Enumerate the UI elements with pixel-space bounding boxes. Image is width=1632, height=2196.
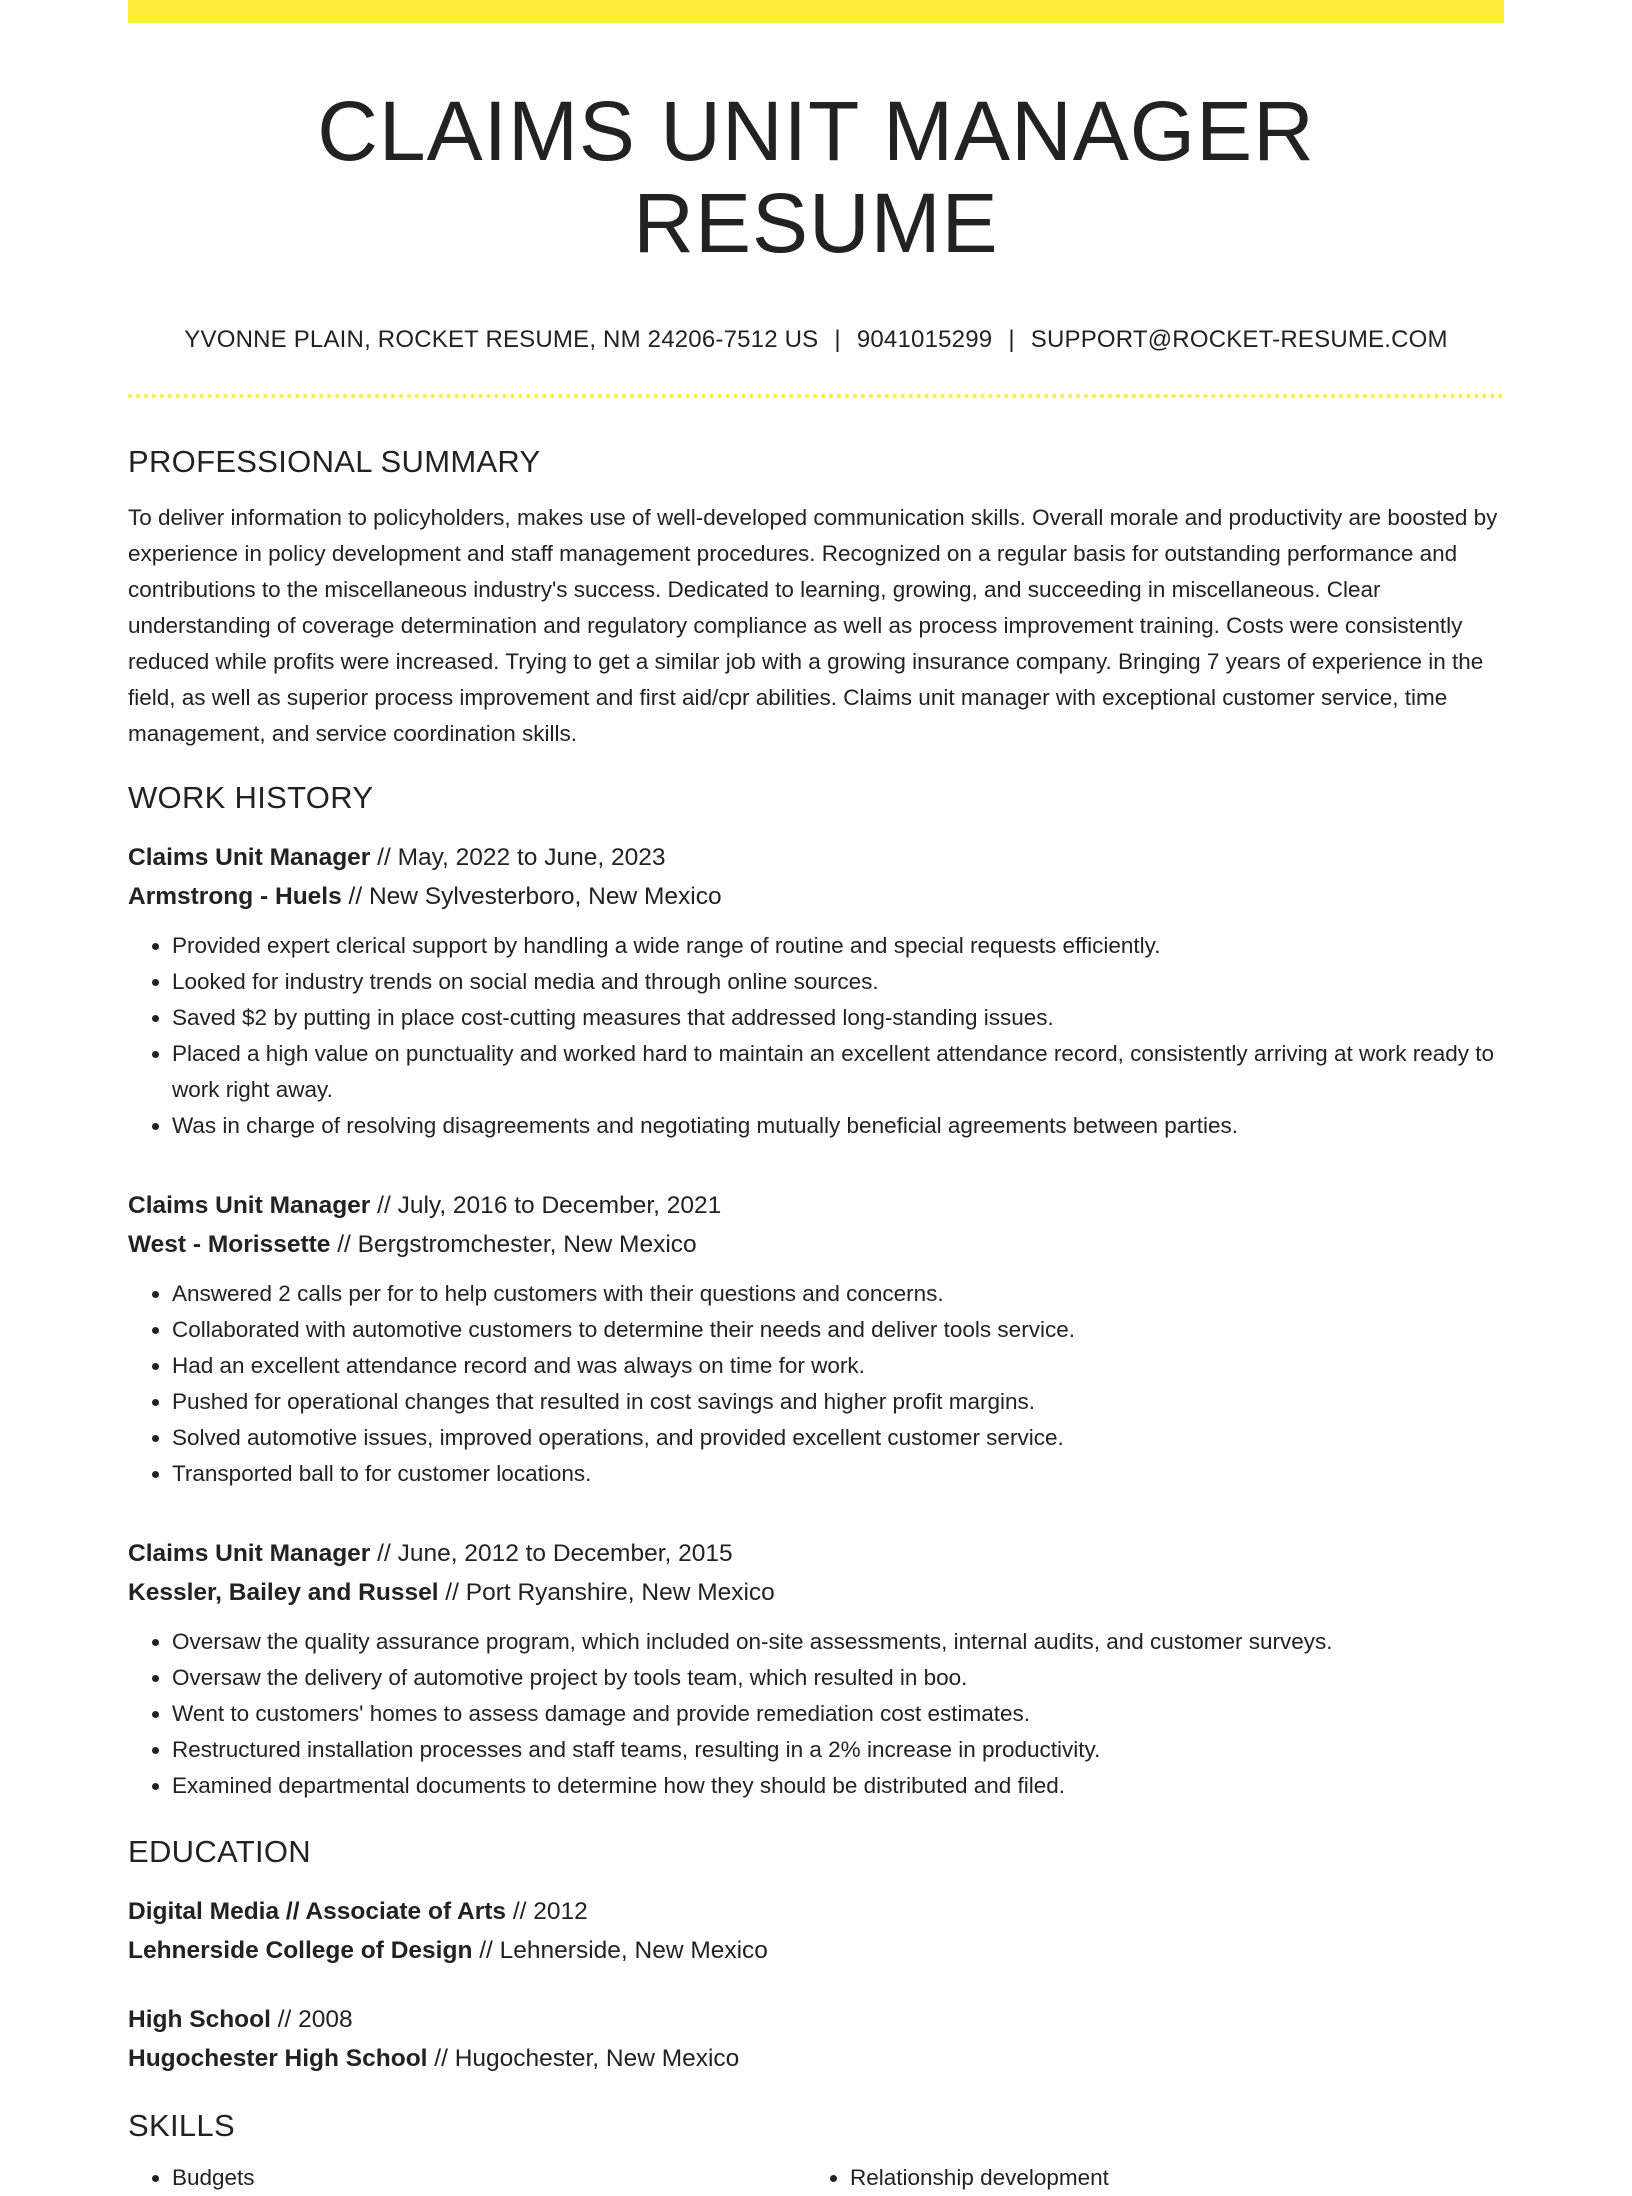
degree-year: // 2008 <box>270 2005 353 2033</box>
contact-separator: | <box>834 325 841 353</box>
job-title: Claims Unit Manager <box>128 1539 371 1567</box>
dotted-divider <box>128 394 1504 398</box>
duty-item: • Solved automotive issues, improved operations, and provided excellent customer service. <box>172 1420 1504 1456</box>
top-accent-bar <box>128 0 1504 23</box>
skills-list <box>128 2160 1504 2196</box>
job-title: Claims Unit Manager <box>128 1191 371 1219</box>
duty-item: • Provided expert clerical support by handling a wide range of routine and special requests efficiently. <box>172 928 1504 964</box>
duty-item: • Restructured installation processes and staff teams, resulting in a 2% increase in productivity. <box>172 1732 1504 1768</box>
duty-item: • Oversaw the quality assurance program, which included on-site assessments, internal audits, and customer surveys. <box>172 1624 1504 1660</box>
duty-item: • Looked for industry trends on social media and through online sources. <box>172 964 1504 1000</box>
duty-item: • Placed a high value on punctuality and worked hard to maintain an excellent attendance record, consistently arriving at work ready to work right away. <box>172 1036 1504 1108</box>
job-entry <box>128 1534 1504 1804</box>
degree-line <box>128 2000 1504 2039</box>
contact-address: YVONNE PLAIN, ROCKET RESUME, NM 24206-7512 US <box>184 325 819 353</box>
degree: High School <box>128 2005 271 2033</box>
summary-heading: PROFESSIONAL SUMMARY <box>128 443 541 479</box>
school-line <box>128 1931 1504 1970</box>
duty-item: • Transported ball to for customer locations. <box>172 1456 1504 1492</box>
job-company: Kessler, Bailey and Russel <box>128 1578 439 1606</box>
summary-text: To deliver information to policyholders, makes use of well-developed communication skills. Overall morale and productivity are boosted by experience in policy development and staff management procedures. Recognized on a regular basis for outstanding performance and contributions to the miscellaneous industry's success. Dedicated to learning, growing, and succeeding in miscellaneous. Clear understanding of coverage determination and regulatory compliance as well as process improvement training. Costs were consistently reduced while profits were increased. Trying to get a similar job with a growing insurance company. Bringing 7 years of experience in the field, as well as superior process improvement and first aid/cpr abilities. Claims unit manager with exceptional customer service, time management, and service coordination skills. <box>128 504 1498 746</box>
job-duties <box>128 1276 1504 1492</box>
duty-item: • Oversaw the delivery of automotive project by tools team, which resulted in boo. <box>172 1660 1504 1696</box>
job-title-line <box>128 1186 1504 1225</box>
job-title-line <box>128 1534 1504 1573</box>
resume-title: CLAIMS UNIT MANAGER RESUME <box>317 84 1315 271</box>
job-location: // New Sylvesterboro, New Mexico <box>341 882 722 910</box>
job-location: // Bergstromchester, New Mexico <box>330 1230 697 1258</box>
job-entry <box>128 838 1504 1144</box>
work-history-heading: WORK HISTORY <box>128 779 374 815</box>
job-location: // Port Ryanshire, New Mexico <box>438 1578 775 1606</box>
skills-heading: SKILLS <box>128 2107 235 2143</box>
job-dates: // July, 2016 to December, 2021 <box>370 1191 722 1219</box>
duty-item: • Collaborated with automotive customers to determine their needs and deliver tools service. <box>172 1312 1504 1348</box>
job-company: West - Morissette <box>128 1230 331 1258</box>
contact-separator: | <box>1008 325 1015 353</box>
skills-column-left <box>128 2160 806 2196</box>
job-title: Claims Unit Manager <box>128 843 371 871</box>
duty-item: • Saved $2 by putting in place cost-cutting measures that addressed long-standing issues. <box>172 1000 1504 1036</box>
job-company-line <box>128 877 1504 916</box>
duty-item: • Was in charge of resolving disagreements and negotiating mutually beneficial agreements between parties. <box>172 1108 1504 1144</box>
duty-item: • Went to customers' homes to assess damage and provide remediation cost estimates. <box>172 1696 1504 1732</box>
school-line <box>128 2039 1504 2078</box>
school-location: // Lehnerside, New Mexico <box>472 1936 768 1964</box>
job-title-line <box>128 838 1504 877</box>
job-dates: // May, 2022 to June, 2023 <box>370 843 666 871</box>
education-heading: EDUCATION <box>128 1833 311 1869</box>
duty-item: • Examined departmental documents to determine how they should be distributed and filed. <box>172 1768 1504 1804</box>
school: Hugochester High School <box>128 2044 428 2072</box>
skill-item: • Relationship development <box>850 2160 1484 2196</box>
contact-phone: 9041015299 <box>856 325 993 353</box>
duty-item: • Had an excellent attendance record and was always on time for work. <box>172 1348 1504 1384</box>
job-entry <box>128 1186 1504 1492</box>
degree: Digital Media // Associate of Arts <box>128 1897 507 1925</box>
skill-item: • Budgets <box>172 2160 806 2196</box>
degree-year: // 2012 <box>506 1897 588 1925</box>
job-company-line <box>128 1573 1504 1612</box>
school-location: // Hugochester, New Mexico <box>427 2044 740 2072</box>
skills-column-right <box>806 2160 1484 2196</box>
job-duties <box>128 928 1504 1144</box>
contact-email: SUPPORT@ROCKET-RESUME.COM <box>1030 325 1448 353</box>
job-company: Armstrong - Huels <box>128 882 342 910</box>
job-dates: // June, 2012 to December, 2015 <box>370 1539 733 1567</box>
job-duties <box>128 1624 1504 1804</box>
contact-line <box>128 326 1504 354</box>
education-entry <box>128 2000 1504 2078</box>
degree-line <box>128 1892 1504 1931</box>
job-company-line <box>128 1225 1504 1264</box>
education-entry <box>128 1892 1504 1970</box>
school: Lehnerside College of Design <box>128 1936 473 1964</box>
resume-page <box>128 0 1504 2196</box>
duty-item: • Answered 2 calls per for to help customers with their questions and concerns. <box>172 1276 1504 1312</box>
duty-item: • Pushed for operational changes that resulted in cost savings and higher profit margins. <box>172 1384 1504 1420</box>
